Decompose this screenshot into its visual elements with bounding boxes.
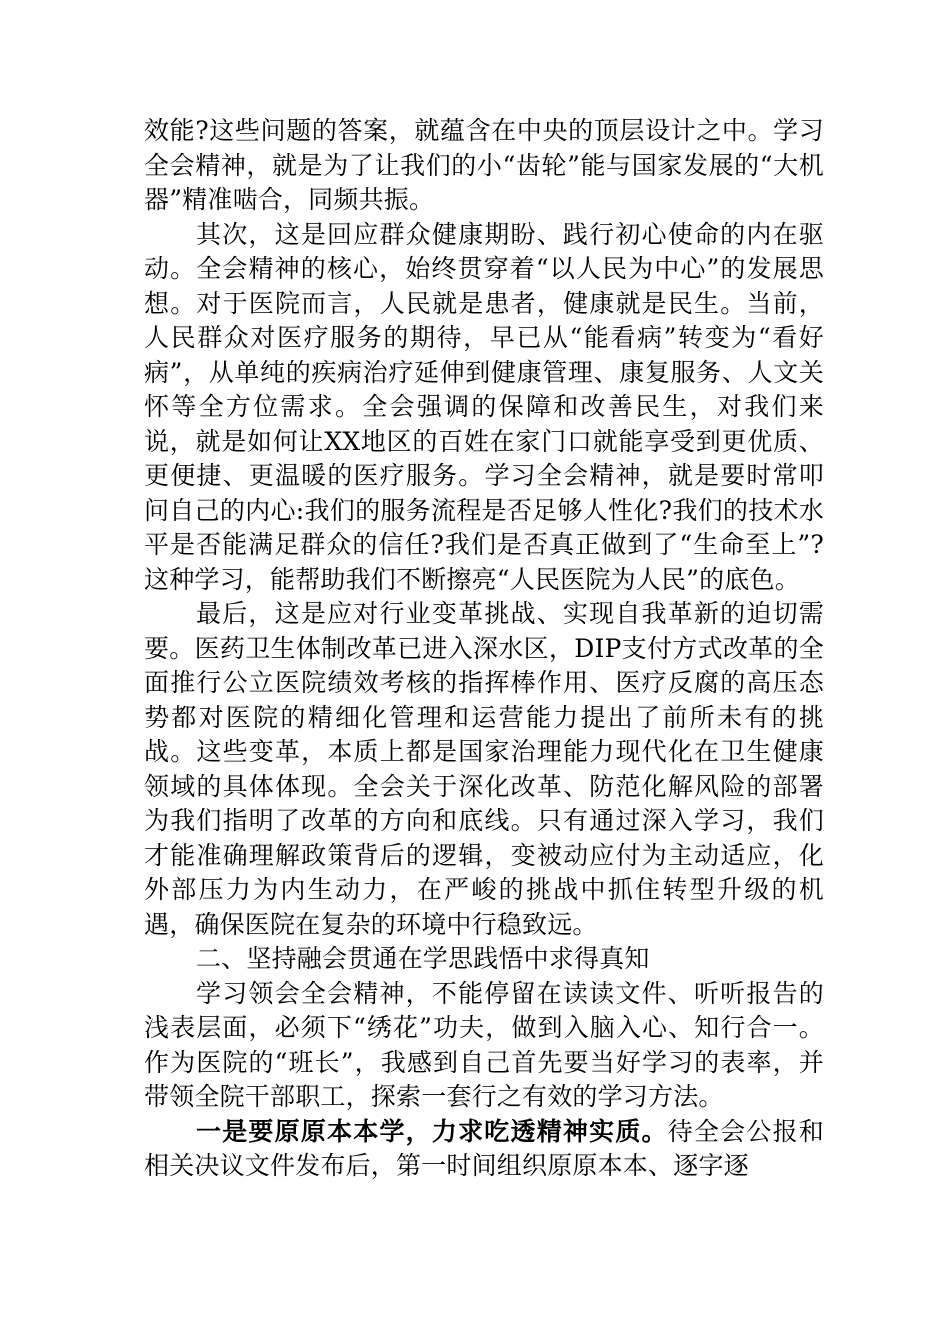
paragraph-first-point <box>144 1115 824 1184</box>
paragraph-continuation: 效能?这些问题的答案，就蕴含在中央的顶层设计之中。学习全会精神，就是为了让我们的小“齿轮”能与国家发展的“大机器”精准啮合，同频共振。 <box>144 116 824 214</box>
paragraph-study-method: 学习领会全会精神，不能停留在读读文件、听听报告的浅表层面，必须下“绣花”功夫，做到入脑入心、知行合一。作为医院的“班长”，我感到自己首先要当好学习的表率，并带领全院干部职工，探索一套行之有效的学习方法。 <box>144 978 824 1111</box>
paragraph-second-reason: 其次，这是回应群众健康期盼、践行初心使命的内在驱动。全会精神的核心，始终贯穿着“以人民为中心”的发展思想。对于医院而言，人民就是患者，健康就是民生。当前，人民群众对医疗服务的期待，早已从“能看病”转变为“看好病”，从单纯的疾病治疗延伸到健康管理、康复服务、人文关怀等全方位需求。全会强调的保障和改善民生，对我们来说，就是如何让XX地区的百姓在家门口就能享受到更优质、更便捷、更温暖的医疗服务。学习全会精神，就是要时常叩问自己的内心:我们的服务流程是否足够人性化?我们的技术水平是否能满足群众的信任?我们是否真正做到了“生命至上”?这种学习，能帮助我们不断擦亮“人民医院为人民”的底色。 <box>144 219 824 594</box>
point-lead-sentence: 一是要原原本本学，力求吃透精神实质。 <box>196 1116 668 1146</box>
section-heading: 二、坚持融会贯通在学思践悟中求得真知 <box>196 944 650 973</box>
paragraph-last-reason: 最后，这是应对行业变革挑战、实现自我革新的迫切需要。医药卫生体制改革已进入深水区，DIP支付方式改革的全面推行公立医院绩效考核的指挥棒作用、医疗反腐的高压态势都对医院的精细化管理和运营能力提出了前所未有的挑战。这些变革，本质上都是国家治理能力现代化在卫生健康领域的具体体现。全会关于深化改革、防范化解风险的部署为我们指明了改革的方向和底线。只有通过深入学习，我们才能准确理解政策背后的逻辑，变被动应付为主动适应，化外部压力为内生动力，在严峻的挑战中抓住转型升级的机遇，确保医院在复杂的环境中行稳致远。 <box>144 599 824 939</box>
point-body-text: 待全会公报和相关决议文件发布后，第一时间组织原原本本、逐字逐 <box>144 1116 824 1180</box>
document-body <box>144 114 824 1184</box>
